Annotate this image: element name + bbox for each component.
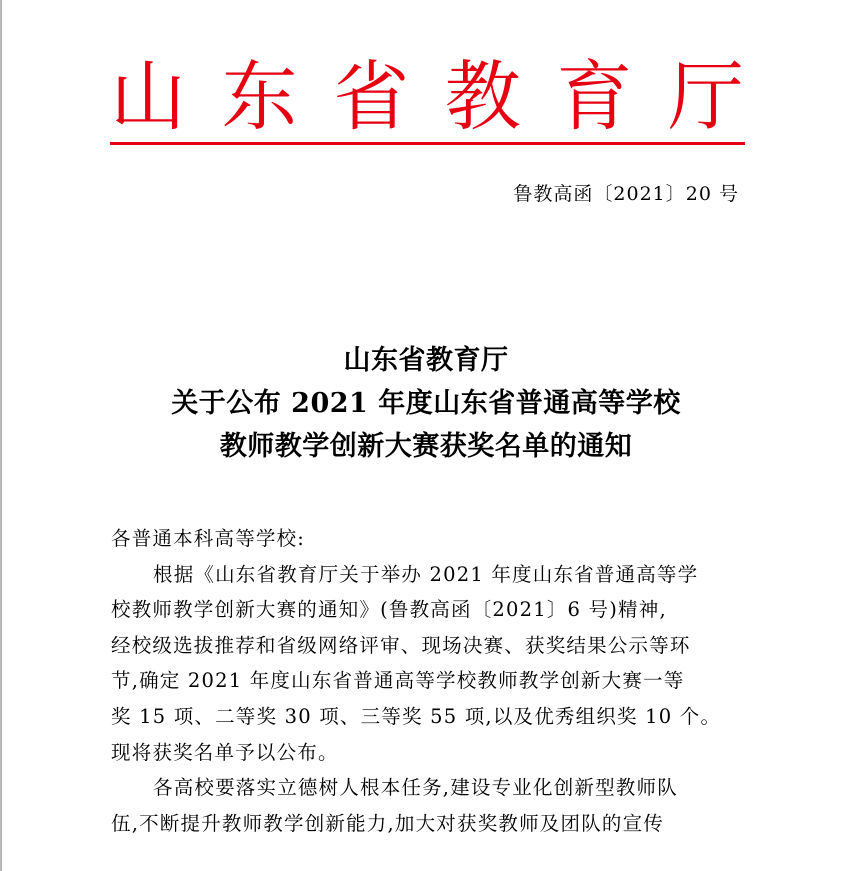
header-char: 山 [110, 52, 186, 141]
body-line: 各高校要落实立德树人根本任务,建设专业化创新型教师队 [153, 776, 678, 800]
header-divider [110, 142, 745, 145]
body-line: 校教师教学创新大赛的通知》(鲁教高函〔2021〕6 号)精神, [111, 598, 667, 622]
header-char: 厅 [667, 52, 744, 141]
title-line-1: 山东省教育厅 [343, 345, 509, 376]
title-line-2: 关于公布 2021 年度山东省普通高等学校 [171, 388, 681, 419]
page-left-border [0, 0, 2, 871]
header-char: 东 [221, 52, 298, 141]
body-line: 现将获奖名单予以公布。 [111, 740, 339, 764]
header-char: 教 [444, 52, 521, 141]
title-line-3: 教师教学创新大赛获奖名单的通知 [219, 431, 633, 462]
document-body [111, 521, 744, 841]
body-line: 节,确定 2021 年度山东省普通高等学校教师教学创新大赛一等 [111, 669, 685, 693]
salutation: 各普通本科高等学校: [111, 527, 306, 550]
body-line: 根据《山东省教育厅关于举办 2021 年度山东省普通高等学 [153, 562, 699, 586]
document-number: 鲁教高函〔2021〕20 号 [513, 183, 739, 205]
body-line: 伍,不断提升教师教学创新能力,加大对获奖教师及团队的宣传 [111, 811, 664, 835]
header-char: 育 [556, 52, 633, 141]
issuing-authority-header [110, 52, 744, 142]
document-title [60, 339, 792, 468]
body-line: 经校级选拔推荐和省级网络评审、现场决赛、获奖结果公示等环 [111, 633, 691, 657]
body-line: 奖 15 项、二等奖 30 项、三等奖 55 项,以及优秀组织奖 10 个。 [111, 704, 722, 728]
header-char: 省 [333, 52, 410, 141]
